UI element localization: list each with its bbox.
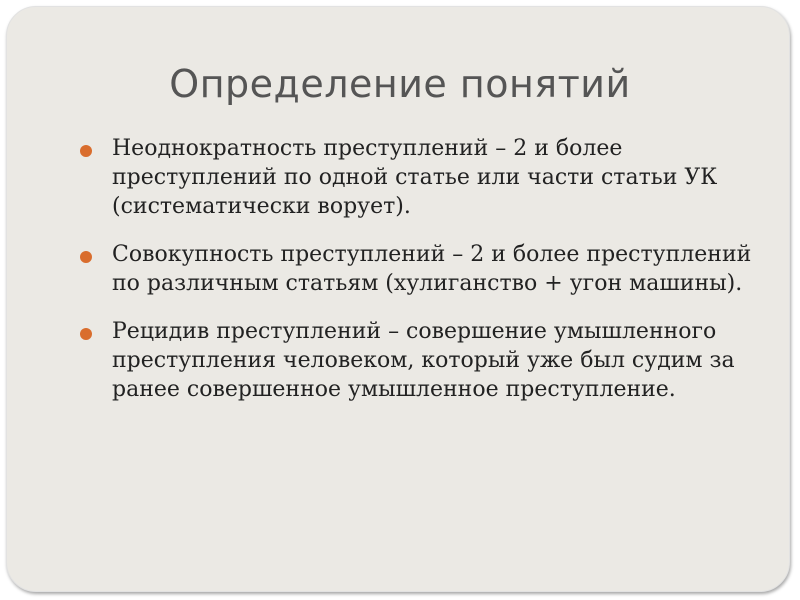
- list-item-recidivism: [80, 317, 760, 404]
- bullet-text: Рецидив преступлений – совершение умышленного преступления человеком, который уже был судим за ранее совершенное умышленное преступление.: [112, 319, 735, 402]
- bullet-text: Неоднократность преступлений – 2 и более преступлений по одной статье или части статьи УК (систематически ворует).: [112, 136, 718, 219]
- bullet-dot-icon: [80, 145, 92, 157]
- list-item-recurrence: [80, 134, 760, 221]
- bullet-dot-icon: [80, 251, 92, 263]
- bullet-dot-icon: [80, 328, 92, 340]
- list-item-aggregate: [80, 240, 760, 298]
- bullet-text: Совокупность преступлений – 2 и более преступлений по различным статьям (хулиганство + угон машины).: [112, 242, 752, 296]
- bullet-list: [80, 134, 760, 423]
- slide-title: Определение понятий: [169, 62, 631, 106]
